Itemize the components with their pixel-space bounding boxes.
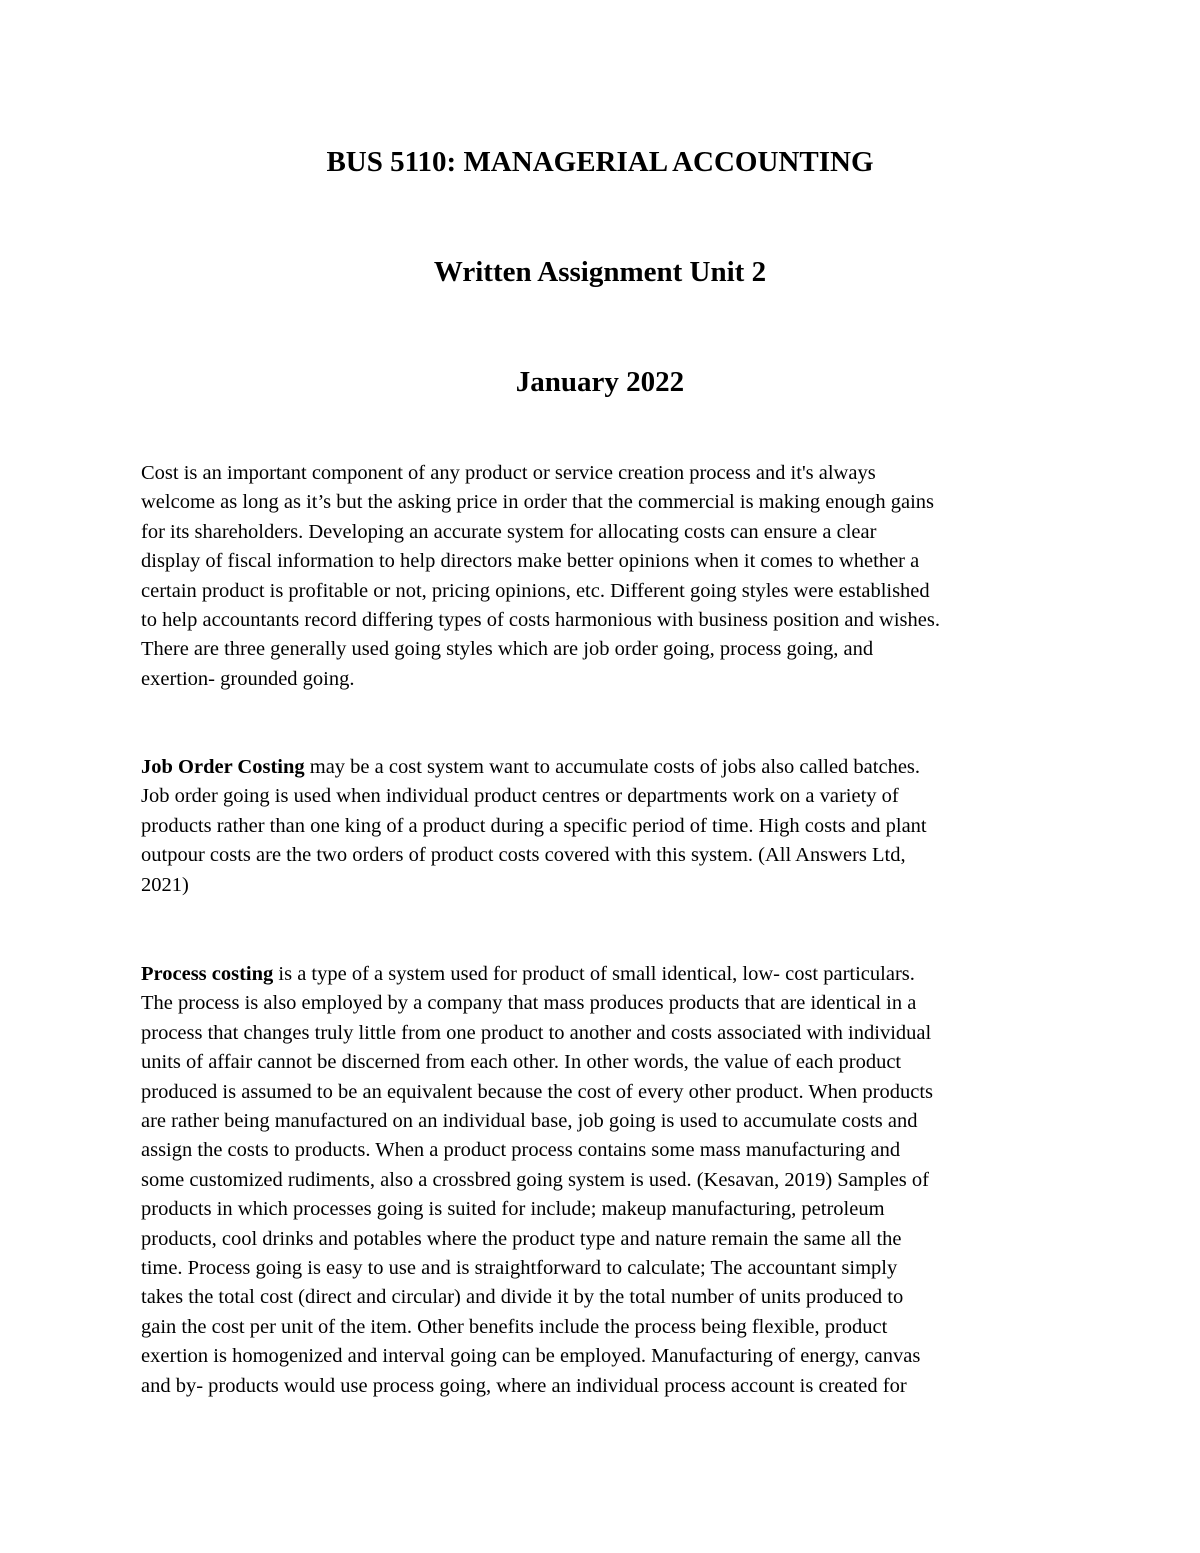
paragraph-line: to help accountants record differing types of costs harmonious with business position and wishes. [141,609,940,632]
paragraph-line: process that changes truly little from one product to another and costs associated with individual [141,1021,932,1044]
paragraph-line: are rather being manufactured on an individual base, job going is used to accumulate costs and [141,1110,918,1133]
paragraph-line: outpour costs are the two orders of product costs covered with this system. (All Answers Ltd, [141,844,906,867]
paragraph-line: products rather than one king of a product during a specific period of time. High costs and plant [141,814,927,837]
paragraph-line: produced is assumed to be an equivalent because the cost of every other product. When products [141,1080,934,1103]
process-costing-term: Process costing [141,963,274,985]
paragraph-line: some customized rudiments, also a crossbred going system is used. (Kesavan, 2019) Samples of [141,1168,929,1191]
intro-paragraph [141,459,1066,694]
paragraph-line: display of fiscal information to help directors make better opinions when it comes to whether a [141,550,920,573]
paragraph-line: exertion- grounded going. [141,667,355,690]
assignment-title: Written Assignment Unit 2 [433,256,767,288]
paragraph-line: for its shareholders. Developing an accurate system for allocating costs can ensure a clear [141,520,877,543]
paragraph-line: and by- products would use process going, where an individual process account is created for [141,1374,907,1397]
job-order-paragraph [141,753,1066,900]
paragraph-line: exertion is homogenized and interval going can be employed. Manufacturing of energy, canvas [141,1345,921,1368]
paragraph-line [141,960,1066,989]
paragraph-line: The process is also employed by a company that mass produces products that are identical in a [141,992,917,1015]
paragraph-line: gain the cost per unit of the item. Other benefits include the process being flexible, product [141,1315,888,1338]
paragraph-line: takes the total cost (direct and circular) and divide it by the total number of units produced to [141,1286,904,1309]
paragraph-line: Cost is an important component of any product or service creation process and it's always [141,462,876,484]
paragraph-line: There are three generally used going styles which are job order going, process going, and [141,638,874,661]
process-costing-paragraph [141,960,1066,1401]
course-title: BUS 5110: MANAGERIAL ACCOUNTING [326,146,874,178]
paragraph-line: time. Process going is easy to use and is straightforward to calculate; The accountant simply [141,1257,898,1280]
paragraph-line: products in which processes going is suited for include; makeup manufacturing, petroleum [141,1198,885,1221]
paragraph-line: certain product is profitable or not, pricing opinions, etc. Different going styles were established [141,579,930,602]
job-order-line-text: may be a cost system want to accumulate costs of jobs also called batches. [304,756,921,778]
paragraph-line [141,753,1066,782]
job-order-term: Job Order Costing [141,756,305,778]
document-date: January 2022 [515,366,685,398]
paragraph-line: 2021) [141,873,189,896]
paragraph-line: Job order going is used when individual product centres or departments work on a variety of [141,785,899,808]
process-costing-line-text: is a type of a system used for product of small identical, low- cost particulars. [273,963,915,985]
paragraph-line: products, cool drinks and potables where the product type and nature remain the same all the [141,1227,902,1250]
paragraph-line: welcome as long as it’s but the asking price in order that the commercial is making enough gains [141,491,935,514]
paragraph-line: units of affair cannot be discerned from each other. In other words, the value of each product [141,1051,902,1074]
paragraph-line: assign the costs to products. When a product process contains some mass manufacturing and [141,1139,901,1162]
